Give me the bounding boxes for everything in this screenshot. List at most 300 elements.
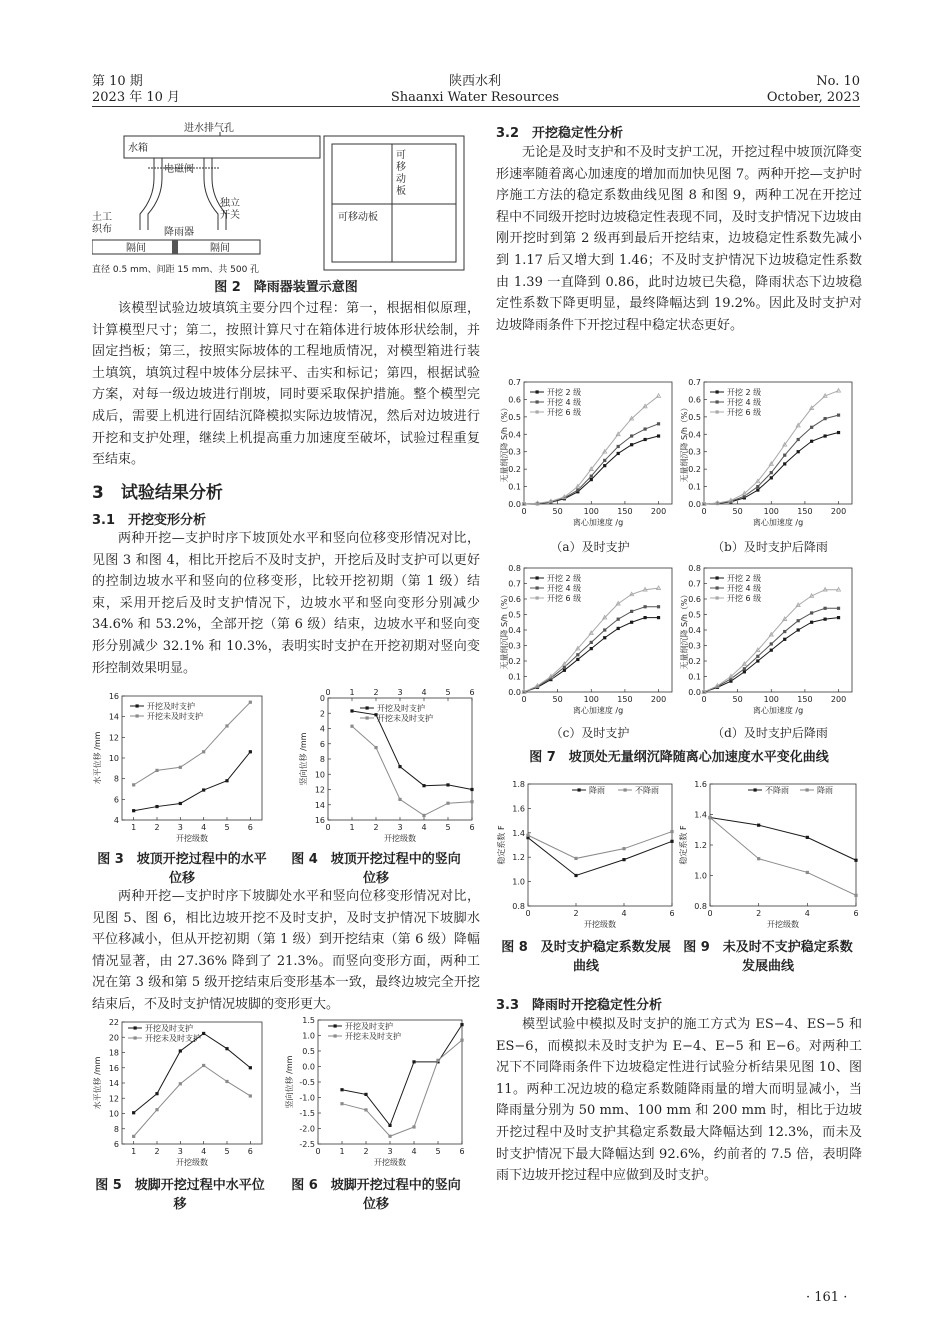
fig8-legend-marker: [578, 788, 581, 791]
fig7a-legend-label: 开挖 4 级: [547, 398, 582, 407]
fig4-point: [422, 784, 425, 787]
fig3-ytick-label: 4: [113, 816, 119, 825]
fig7-caption: 图 7 坡顶处无量纲沉降随离心加速度水平变化曲线: [529, 750, 829, 765]
fig6-point: [412, 1060, 415, 1063]
fig4-xtick-label: 5: [445, 823, 451, 832]
fig7d-point: [823, 607, 826, 610]
fig5-point: [225, 1047, 228, 1050]
fig5-ytick-label: 10: [108, 1109, 119, 1119]
fig9-caption: 图 9 未及时不支护稳定系数发展曲线: [683, 940, 853, 974]
fig7c-legend-label: 开挖 4 级: [547, 584, 582, 593]
fig7a-ytick-label: 0.0: [508, 500, 521, 509]
fig7b-xtick-label: 150: [797, 507, 813, 516]
fig7d-ytick-label: 0.3: [688, 641, 701, 651]
fig7d-point: [823, 618, 826, 621]
fig8-chart: [496, 774, 682, 934]
fig6-xtick-label: 3: [387, 1147, 393, 1156]
fig7c-legend-label: 开挖 6 级: [547, 594, 582, 603]
fig9-xlabel: 开挖级数: [767, 920, 799, 929]
fig7b-xtick-label: 50: [732, 507, 743, 516]
fig6-point: [460, 1023, 463, 1026]
fig7d-ytick-label: 0.0: [688, 688, 701, 697]
fig8-ytick-label: 1.8: [512, 780, 525, 789]
journal-cn: 陕西水利: [448, 74, 501, 89]
fig8-point: [670, 840, 673, 843]
fig3-legend-label: 开挖未及时支护: [147, 712, 203, 721]
fig7a-xlabel: 离心加速度 /g: [572, 518, 624, 527]
header-right: [767, 74, 860, 106]
fig7c-xtick-label: 150: [617, 695, 633, 704]
fig9-xtick-label: 2: [756, 909, 762, 918]
fig4-point: [446, 802, 449, 805]
fig6-xtick-label: 5: [435, 1147, 441, 1156]
fig5-point: [132, 1111, 135, 1114]
fig9-point: [708, 816, 711, 819]
fig7c-ytick-label: 0.8: [508, 564, 521, 573]
section-3-3-title: 3.3 降雨时开挖稳定性分析: [496, 998, 663, 1013]
fig7d-ytick-label: 0.2: [688, 657, 701, 666]
rain-note: 直径 0.5 mm、间距 15 mm、共 500 孔: [92, 265, 260, 275]
fig3-point: [249, 701, 252, 704]
fig6-legend-marker: [334, 1034, 337, 1037]
fig7c-ytick-label: 0.4: [508, 626, 521, 635]
fig4-ytick-label: 4: [319, 724, 325, 734]
fig4-xtick-top-label: 0: [325, 688, 331, 697]
fig4-point: [422, 814, 425, 817]
fig7c-point: [657, 605, 660, 608]
fig7d-ytick-label: 0.8: [688, 564, 701, 573]
fig6-point: [388, 1124, 391, 1127]
fig7c-point: [563, 669, 566, 672]
fig6-legend-marker: [334, 1024, 337, 1027]
fig3-caption: 图 3 坡顶开挖过程中的水平位移: [97, 852, 267, 886]
fig4-xtick-top-label: 2: [373, 688, 379, 697]
fig7b-point: [756, 488, 759, 491]
fig4-ytick-label: 8: [319, 755, 325, 764]
fig7c-xtick-label: 50: [552, 695, 563, 704]
fig7c-series-3-line: [524, 588, 659, 692]
fig6-point: [436, 1059, 439, 1062]
right-paragraph-2: 模型试验中模拟及时支护的施工方式为 ES−4、ES−5 和 ES−6，而模拟未及时支护为 E−4、E−5 和 E−6。对两种工况下不同降雨条件下边坡稳定性进行试验分析结果见图 10、图 11。两种工况边坡的稳定系数随降雨量的增大而明显减小，当降雨量分别为 50 mm、100 mm 和 200 mm 时，相比于边坡开挖过程中及时支护其稳定系数最大降幅达到 12.3%，而未及时支护情况下最大降幅达到 92.6%，约前者的 7.5 倍，表明降雨下边坡开挖过程中应做到及时支护。: [496, 1017, 862, 1184]
fig3-ytick-label: 16: [108, 692, 119, 701]
fig7c-ytick-label: 0.6: [508, 595, 521, 604]
fig6-ytick-label: 0.5: [302, 1047, 315, 1056]
fig5-point: [179, 1049, 182, 1052]
date-en: October, 2023: [766, 90, 860, 105]
fig7d-legend-marker: [716, 576, 719, 579]
fig4-xtick-label: 4: [421, 823, 427, 832]
fig7a-point: [603, 464, 606, 467]
fig7a-point: [603, 459, 606, 462]
fig3-series-1-line: [134, 752, 251, 811]
rain-device-label: 降雨器: [164, 227, 194, 238]
fig4-xtick-label: 0: [325, 823, 331, 832]
fig7d-point: [797, 619, 800, 622]
fig8-series-1-line: [528, 838, 672, 876]
fig7b-point: [797, 438, 800, 441]
fig4-xtick-label: 2: [373, 823, 379, 832]
fig7a-xtick-label: 200: [650, 507, 667, 516]
page-number: · 161 ·: [806, 1290, 848, 1305]
fig7d-point: [770, 642, 773, 645]
fig6-ytick-label: -0.5: [299, 1078, 315, 1087]
fig4-point: [398, 798, 401, 801]
fig4-xtick-label: 3: [397, 823, 403, 832]
switch-label-1: 独立: [220, 198, 240, 209]
fig7b-point: [837, 431, 840, 434]
fig8-ytick-label: 1.0: [512, 877, 525, 887]
fig3-point: [179, 766, 182, 769]
fig4-ytick-label: 6: [319, 739, 325, 749]
fig6-ytick-label: 1.0: [302, 1031, 315, 1041]
fig7a-xtick-label: 100: [583, 507, 599, 516]
fig7d-ytick-label: 0.4: [688, 626, 701, 635]
fig7c-ytick-label: 0.2: [508, 657, 521, 666]
fig7b-legend-label: 开挖 6 级: [727, 408, 762, 417]
fig7d-point: [837, 588, 841, 592]
fig7c-legend-marker: [536, 596, 539, 599]
fig6-point: [340, 1102, 343, 1105]
fig3-xlabel: 开挖级数: [176, 834, 208, 843]
fig9-xtick-label: 6: [853, 909, 859, 918]
fig4-ytick-label: 12: [314, 785, 325, 795]
fig7a-point: [617, 445, 620, 448]
fig7d-point: [783, 638, 786, 641]
fig7a-xtick-label: 150: [617, 507, 633, 516]
switch-label-2: 开关: [220, 210, 240, 221]
fig7a-point: [643, 427, 646, 430]
fig4-ytick-label: 0: [319, 694, 325, 703]
fig7b-ytick-label: 0.7: [688, 378, 701, 387]
fig4-ylabel: 竖向位移 /mm: [299, 732, 308, 786]
fig5-xtick-label: 6: [247, 1147, 253, 1156]
water-tank-label: 水箱: [128, 143, 148, 154]
fig9-ytick-label: 1.6: [694, 780, 707, 789]
fig6-legend-label: 开挖未及时支护: [345, 1032, 401, 1041]
fig3-xtick-label: 3: [177, 823, 183, 832]
fig7a-ylabel: 无量纲沉降 S/h（%）: [500, 403, 509, 483]
fig7d-xtick-label: 200: [830, 695, 847, 704]
fig7b-series-3-line: [704, 391, 839, 504]
fig3-point: [132, 809, 135, 812]
fig3-ytick-label: 6: [113, 795, 119, 805]
fig7b-point: [810, 440, 813, 443]
fig6-point: [460, 1039, 463, 1042]
fig8-ytick-label: 1.6: [512, 804, 525, 814]
fig9-legend-label: 降雨: [817, 786, 833, 795]
fig9-series-2-line: [710, 818, 856, 896]
fig3-point: [132, 783, 135, 786]
fig3-legend-label: 开挖及时支护: [147, 702, 195, 711]
fig7c-ytick-label: 0.5: [508, 610, 521, 620]
fig6-ytick-label: 0.0: [302, 1062, 315, 1072]
fig6-xtick-label: 1: [339, 1147, 345, 1156]
fig4-point: [446, 783, 449, 786]
fig7a-ytick-label: 0.7: [508, 378, 521, 387]
fig5-ytick-label: 12: [108, 1094, 119, 1104]
fig4-xlabel: 开挖级数: [384, 834, 416, 843]
section-3-1-title: 3.1 开挖变形分析: [92, 513, 207, 528]
fig6-xtick-label: 6: [459, 1147, 465, 1156]
fig7a-chart: [500, 374, 680, 530]
fig9-point: [757, 824, 760, 827]
fig7b-ytick-label: 0.3: [688, 447, 701, 457]
fig7a-point: [617, 452, 620, 455]
fig2-caption: 图 2 降雨器装置示意图: [214, 280, 358, 295]
fig7d-ytick-label: 0.1: [688, 672, 701, 682]
fig5-xtick-label: 3: [177, 1147, 183, 1156]
fig7b-point: [770, 476, 773, 479]
fig5-point: [249, 1066, 252, 1069]
fig4-legend-label: 开挖及时支护: [377, 704, 425, 713]
fig8-frame: [528, 784, 672, 906]
fig6-point: [388, 1135, 391, 1138]
fig7b-point: [823, 417, 826, 420]
issue: 第 10 期: [92, 74, 143, 89]
fig6-xlabel: 开挖级数: [374, 1158, 406, 1167]
fig6-caption: 图 6 坡脚开挖过程中的竖向位移: [291, 1178, 461, 1212]
fig7a-legend-marker: [536, 410, 539, 413]
fig9-legend-marker: [806, 788, 809, 791]
fig3-ytick-label: 10: [108, 754, 119, 763]
section-3-2-title: 3.2 开挖稳定性分析: [496, 126, 624, 141]
fig7d-xtick-label: 150: [797, 695, 813, 704]
fig9-series-1-line: [710, 818, 856, 861]
geotextile-label-1: 土工: [92, 212, 112, 223]
fig7b-point: [770, 471, 773, 474]
fig7d-point: [797, 628, 800, 631]
plate-inner: [332, 144, 456, 262]
fig7a-point: [630, 443, 633, 446]
fig7a-xtick-label: 50: [552, 507, 563, 516]
fig6-point: [364, 1108, 367, 1111]
fig5-ylabel: 水平位移 /mm: [93, 1056, 102, 1110]
fig7a-xtick-label: 0: [521, 507, 527, 516]
fig7c-ytick-label: 0.1: [508, 672, 521, 682]
fig4-point: [350, 725, 353, 728]
fig8-legend-label: 不降雨: [635, 786, 659, 795]
fig7b-series-2-line: [704, 415, 839, 504]
fig7b-chart: [680, 374, 860, 530]
fig8-xtick-label: 6: [669, 909, 675, 918]
fig7a-point: [576, 488, 579, 491]
partition-left-label: 隔间: [126, 243, 146, 254]
fig7b-ytick-label: 0.0: [688, 500, 701, 509]
fig4-legend-marker: [366, 706, 369, 709]
fig3-point: [179, 802, 182, 805]
fig9-chart: [678, 774, 864, 934]
fig7c-point: [590, 641, 593, 644]
fig7d-xtick-label: 0: [701, 695, 707, 704]
fig7a-ytick-label: 0.3: [508, 447, 521, 457]
fig9-xtick-label: 4: [804, 909, 810, 918]
date-cn: 2023 年 10 月: [92, 90, 181, 105]
fig7d-xtick-label: 50: [732, 695, 743, 704]
fig9-point: [854, 894, 857, 897]
fig4-chart: [298, 682, 478, 850]
fig4-ytick-label: 16: [314, 816, 325, 825]
fig5-xlabel: 开挖级数: [176, 1158, 208, 1167]
pipe-left: [140, 158, 162, 230]
fig4-ytick-label: 14: [314, 800, 325, 810]
fig6-series-2-line: [342, 1040, 462, 1136]
fig7c-subcaption: （c）及时支护: [550, 726, 630, 740]
fig7a-ytick-label: 0.5: [508, 412, 521, 422]
fig7c-ytick-label: 0.3: [508, 641, 521, 651]
movable-plate-a-3: 动: [396, 174, 406, 185]
fig7a-point: [590, 478, 593, 481]
fig7d-xlabel: 离心加速度 /g: [752, 706, 804, 715]
fig4-xtick-top-label: 3: [397, 688, 403, 697]
fig6-xtick-label: 0: [315, 1147, 321, 1156]
header-rule: [92, 106, 860, 107]
fig5-point: [202, 1032, 205, 1035]
fig7b-point: [837, 389, 841, 393]
fig8-xlabel: 开挖级数: [584, 920, 616, 929]
fig7a-subcaption: （a）及时支护: [550, 540, 630, 554]
fig3-xtick-label: 6: [247, 823, 253, 832]
fig6-point: [412, 1125, 415, 1128]
fig6-ytick-label: -1.0: [299, 1093, 315, 1103]
fig8-xtick-label: 2: [573, 909, 579, 918]
fig7d-point: [743, 670, 746, 673]
fig3-xtick-label: 4: [201, 823, 207, 832]
fig4-ytick-label: 2: [319, 709, 325, 719]
journal-en: Shaanxi Water Resources: [390, 90, 560, 105]
fig5-caption: 图 5 坡脚开挖过程中水平位移: [95, 1178, 265, 1212]
fig7c-chart: [500, 558, 680, 718]
fig8-xtick-label: 4: [621, 909, 627, 918]
fig4-legend-marker: [366, 716, 369, 719]
fig7c-point: [657, 616, 660, 619]
fig7b-point: [783, 462, 786, 465]
fig7a-ytick-label: 0.6: [508, 395, 521, 405]
fig7d-legend-marker: [716, 596, 719, 599]
fig4-ytick-label: 10: [314, 770, 325, 780]
right-paragraph-1: 无论是及时支护和不及时支护工况，开挖过程中坡顶沉降变形速率随着离心加速度的增加而加快见图 7。两种开挖—支护时序施工方法的稳定系数曲线见图 8 和图 9，两种工况在开挖过程中不同级开挖时边坡稳定性表现不同，及时支护情况下边坡由刚开挖时到第 2 级再到最后开挖结束，边坡稳定性系数先减小到 1.17 后又增大到 1.46；不及时支护情况下边坡稳定性系数由 1.39 一直降到 0.86，此时边坡已失稳，降雨状态下边坡稳定性系数下降更明显，最终降幅达到 19.2%。因此及时支护对边坡降雨条件下开挖过程中稳定状态更好。: [496, 145, 862, 333]
fig3-point: [202, 750, 205, 753]
fig7a-series-2-line: [524, 424, 659, 504]
fig9-point: [757, 857, 760, 860]
fig8-point: [574, 857, 577, 860]
fig3-point: [202, 788, 205, 791]
fig5-point: [202, 1064, 205, 1067]
fig4-series-2-line: [352, 726, 472, 815]
issue-en: No. 10: [816, 74, 860, 89]
fig5-xtick-label: 5: [224, 1147, 230, 1156]
fig5-xtick-label: 4: [201, 1147, 207, 1156]
fig7d-series-3-line: [704, 590, 839, 692]
fig7c-xtick-label: 100: [583, 695, 599, 704]
fig7b-ytick-label: 0.1: [688, 482, 701, 492]
fig7d-xtick-label: 100: [763, 695, 779, 704]
fig5-series-1-line: [134, 1033, 251, 1112]
fig7d-point: [837, 607, 840, 610]
fig9-point: [806, 871, 809, 874]
fig8-point: [622, 858, 625, 861]
fig9-xtick-label: 0: [707, 909, 713, 918]
left-paragraph-3: 两种开挖—支护时序下坡脚处水平和竖向位移变形情况对比，见图 5、图 6，相比边坡开挖不及时支护，及时支护情况下坡脚水平位移减小，但从开挖初期（第 1 级）到开挖结束（第 6 级）降幅情况显著，由 27.36% 降到了 21.3%。而竖向变形方面，两种工况在第 3 级和第 5 级开挖结束后变形基本一致，最终边坡完全开挖结束后，不及时支护情况坡脚的变形更大。: [92, 889, 480, 1012]
fig6-ytick-label: 1.5: [302, 1016, 315, 1025]
fig7c-point: [563, 666, 566, 669]
fig4-point: [470, 788, 473, 791]
fig5-xtick-label: 2: [154, 1147, 160, 1156]
fig7b-legend-label: 开挖 2 级: [727, 388, 762, 397]
fig8-ylabel: 稳定系数 F: [497, 825, 506, 865]
fig5-xtick-label: 1: [131, 1147, 137, 1156]
valve-label: 电磁阀: [164, 164, 194, 175]
geotextile-label-2: 织布: [92, 224, 112, 235]
fig7c-point: [657, 586, 661, 590]
fig7b-xtick-label: 100: [763, 507, 779, 516]
fig7d-chart: [680, 558, 860, 718]
fig9-ytick-label: 0.8: [694, 902, 707, 911]
fig6-ytick-label: -2.5: [299, 1140, 315, 1149]
fig7b-ytick-label: 0.4: [688, 430, 701, 440]
fig5-legend-label: 开挖未及时支护: [145, 1034, 201, 1043]
section-3-title: 3 试验结果分析: [92, 483, 223, 503]
fig7b-point: [756, 485, 759, 488]
fig7c-point: [643, 616, 646, 619]
fig7c-point: [630, 621, 633, 624]
fig6-ylabel: 竖向位移 /mm: [285, 1055, 294, 1109]
fig7d-point: [756, 659, 759, 662]
fig7b-ytick-label: 0.5: [688, 412, 701, 422]
fig4-xtick-top-label: 5: [445, 688, 451, 697]
fig9-ylabel: 稳定系数 F: [679, 825, 688, 865]
fig7d-subcaption: （d）及时支护后降雨: [712, 726, 828, 740]
fig7d-legend-label: 开挖 6 级: [727, 594, 762, 603]
fig4-legend-label: 开挖未及时支护: [377, 714, 433, 723]
fig7b-point: [797, 450, 800, 453]
fig3-legend-marker: [136, 704, 139, 707]
fig9-point: [806, 836, 809, 839]
fig7d-point: [810, 611, 813, 614]
fig7a-ytick-label: 0.4: [508, 430, 521, 440]
fig7b-ytick-label: 0.6: [688, 395, 701, 405]
fig7d-point: [783, 630, 786, 633]
fig7b-point: [837, 414, 840, 417]
fig5-point: [225, 1080, 228, 1083]
fig6-ytick-label: -1.5: [299, 1109, 315, 1118]
fig5-ytick-label: 20: [108, 1033, 119, 1043]
fig5-ytick-label: 18: [108, 1048, 119, 1058]
fig7b-series-1-line: [704, 433, 839, 504]
fig7d-legend-marker: [716, 586, 719, 589]
fig4-point: [470, 800, 473, 803]
fig7c-point: [576, 658, 579, 661]
fig8-ytick-label: 1.4: [512, 828, 525, 838]
fig8-ytick-label: 0.8: [512, 902, 525, 911]
fig5-point: [179, 1082, 182, 1085]
fig5-ytick-label: 6: [113, 1140, 119, 1149]
fig7c-point: [590, 647, 593, 650]
fig5-series-2-line: [134, 1065, 251, 1136]
fig4-xtick-label: 1: [349, 823, 355, 832]
fig7d-ytick-label: 0.6: [688, 595, 701, 604]
fig8-legend-marker: [624, 788, 627, 791]
fig7d-point: [756, 655, 759, 658]
fig7d-point: [770, 649, 773, 652]
fig7c-point: [603, 628, 606, 631]
fig7c-legend-marker: [536, 586, 539, 589]
partition-divider: [172, 240, 178, 254]
fig9-frame: [710, 784, 856, 906]
fig5-legend-label: 开挖及时支护: [145, 1024, 193, 1033]
fig8-point: [670, 830, 673, 833]
movable-plate-a-2: 移: [396, 162, 406, 173]
movable-plate-a-1: 可: [396, 150, 406, 161]
